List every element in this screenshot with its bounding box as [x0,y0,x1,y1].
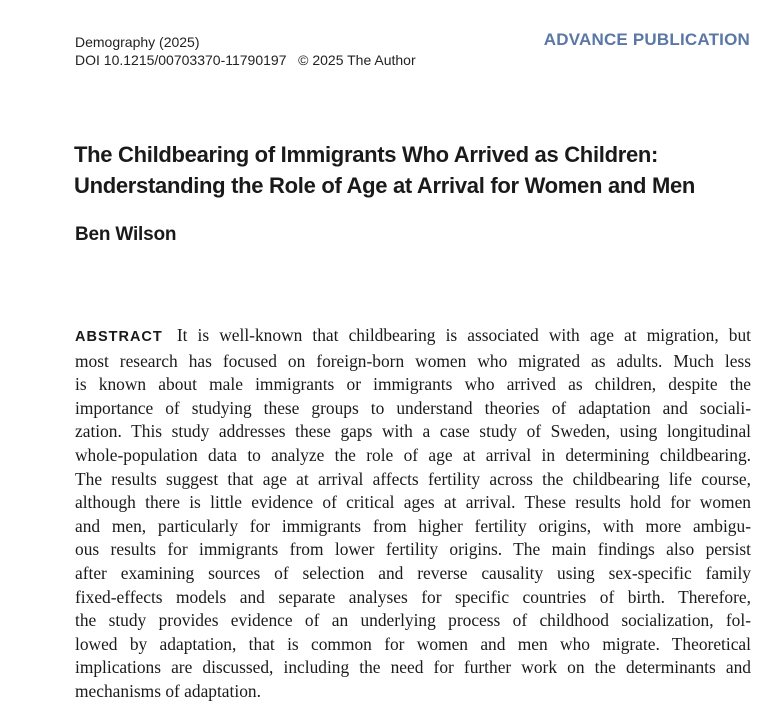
journal-name: Demography (2025) [75,34,200,50]
abstract-line: ous results for immigrants from lower fertility origins. The main findings also persist [75,539,751,560]
abstract-line: is known about male immigrants or immigrants who arrived as children, despite the [75,374,751,395]
abstract-line: although there is little evidence of critical ages at arrival. These results hold for women [75,492,751,513]
abstract-label: ABSTRACT [75,329,163,345]
abstract-line: whole-population data to analyze the role of age at arrival in determining childbearing. [75,444,751,465]
abstract-line-text: It is well-known that childbearing is associated with age at migration, but [176,325,751,345]
abstract-line: after examining sources of selection and reverse causality using sex-specific family [75,562,751,583]
doi-line: DOI 10.1215/00703370-11790197 © 2025 The Author [75,52,416,68]
article-title [74,139,764,201]
abstract-line-first [75,324,751,350]
article-author: Ben Wilson [75,224,177,245]
abstract-line: fixed-effects models and separate analyses for specific countries of birth. Therefore, [75,586,751,607]
abstract-line: The results suggest that age at arrival affects fertility across the childbearing life course, [75,468,751,489]
journal-header [75,33,416,69]
abstract-line: lowed by adaptation, that is common for women and men who migrate. Theoretical [75,633,751,654]
abstract-line: implications are discussed, including the need for further work on the determinants and [75,657,751,678]
abstract-line: zation. This study addresses these gaps with a case study of Sweden, using longitudinal [75,421,751,442]
abstract-line: most research has focused on foreign-born women who migrated as adults. Much less [75,350,751,371]
abstract-line: importance of studying these groups to understand theories of adaptation and sociali- [75,397,751,418]
abstract-block [75,324,751,704]
publication-status-label: ADVANCE PUBLICATION [543,30,750,49]
abstract-line: the study provides evidence of an underlying process of childhood socialization, fol- [75,610,751,631]
article-title-line: Understanding the Role of Age at Arrival for Women and Men [74,173,696,198]
abstract-line: and men, particularly for immigrants from higher fertility origins, with more ambigu- [75,515,751,536]
abstract-line: mechanisms of adaptation. [75,680,261,701]
article-title-line: The Childbearing of Immigrants Who Arrived as Children: [74,142,659,167]
